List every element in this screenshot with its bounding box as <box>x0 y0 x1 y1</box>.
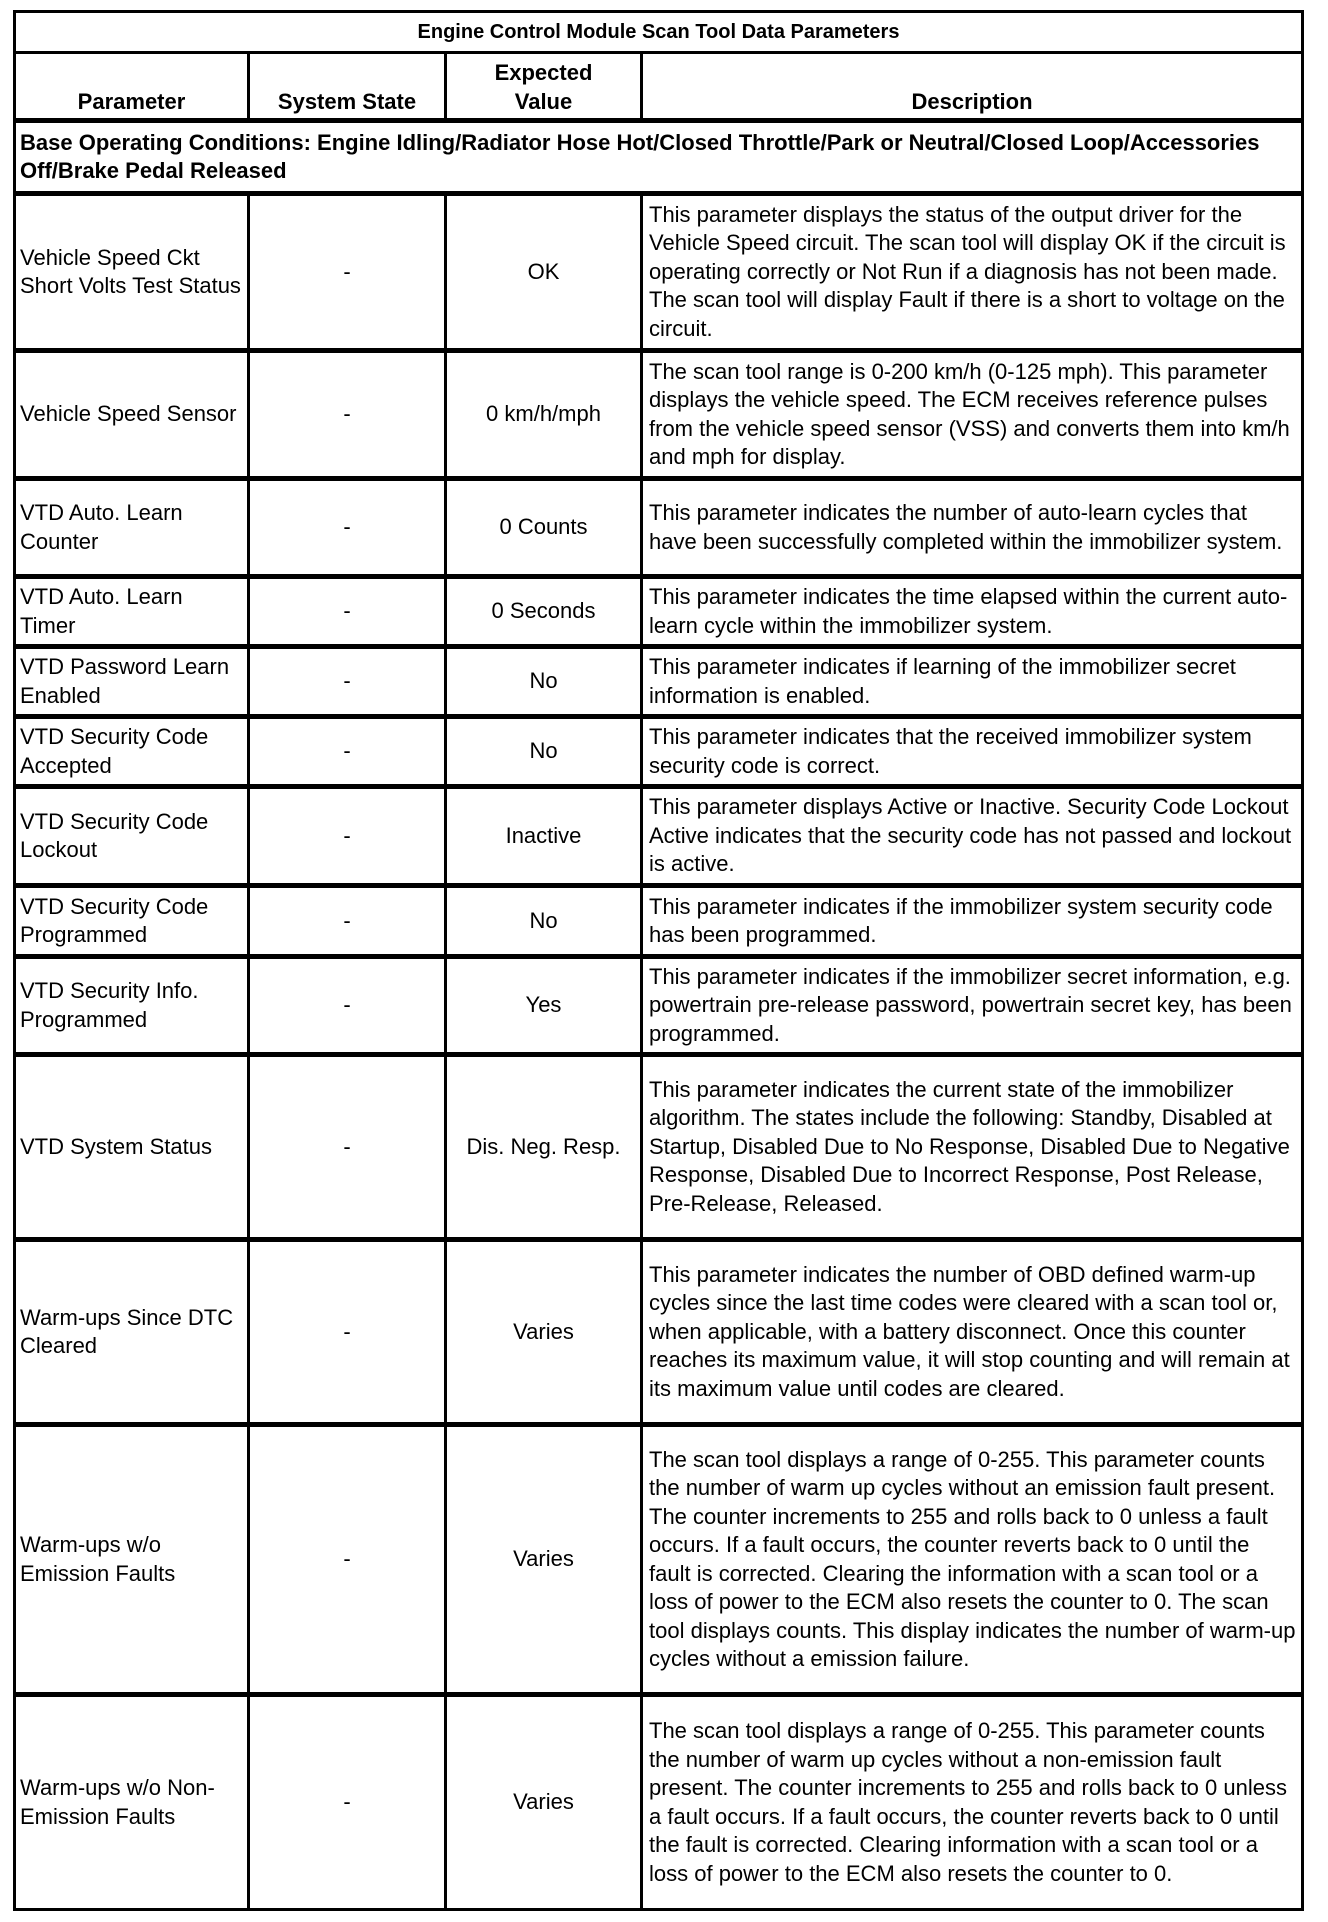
table-row <box>15 717 1303 787</box>
expected-value-cell: OK <box>446 194 642 351</box>
table-row <box>15 1425 1303 1695</box>
system-state-cell: - <box>249 1055 446 1240</box>
header-description: Description <box>642 53 1303 121</box>
parameter-cell: VTD Security Code Accepted <box>15 717 249 787</box>
parameter-cell: VTD Security Code Programmed <box>15 886 249 957</box>
expected-value-cell: No <box>446 886 642 957</box>
expected-value-cell: No <box>446 647 642 717</box>
parameter-cell: VTD Password Learn Enabled <box>15 647 249 717</box>
table-row <box>15 647 1303 717</box>
parameter-cell: VTD Auto. Learn Timer <box>15 577 249 647</box>
parameter-cell: VTD System Status <box>15 1055 249 1240</box>
description-cell: The scan tool displays a range of 0-255. This parameter counts the number of warm up cycles without an emission fault present. The counter increments to 255 and rolls back to 0 unless a fault occurs. If a fault occurs, the counter reverts back to 0 until the fault is corrected. Clearing the information with a scan tool or a loss of power to the ECM also resets the counter to 0. The scan tool displays counts. This display indicates the number of warm-up cycles without a emission failure. <box>642 1425 1303 1695</box>
table-title: Engine Control Module Scan Tool Data Parameters <box>15 12 1303 53</box>
description-cell: This parameter indicates if the immobilizer secret information, e.g. powertrain pre-release password, powertrain secret key, has been programmed. <box>642 957 1303 1055</box>
table-row <box>15 479 1303 577</box>
table-row <box>15 1055 1303 1240</box>
parameter-cell: Vehicle Speed Sensor <box>15 351 249 479</box>
description-cell: This parameter indicates if the immobilizer system security code has been programmed. <box>642 886 1303 957</box>
parameter-cell: Vehicle Speed Ckt Short Volts Test Status <box>15 194 249 351</box>
parameter-cell: Warm-ups w/o Emission Faults <box>15 1425 249 1695</box>
description-cell: This parameter displays the status of the output driver for the Vehicle Speed circuit. The scan tool will display OK if the circuit is operating correctly or Not Run if a diagnosis has not been made. The scan tool will display Fault if there is a short to voltage on the circuit. <box>642 194 1303 351</box>
expected-value-cell: Varies <box>446 1695 642 1910</box>
expected-value-cell: Varies <box>446 1425 642 1695</box>
parameter-cell: Warm-ups w/o Non-Emission Faults <box>15 1695 249 1910</box>
parameter-cell: VTD Security Info. Programmed <box>15 957 249 1055</box>
expected-value-cell: Inactive <box>446 787 642 886</box>
expected-value-cell: 0 km/h/mph <box>446 351 642 479</box>
title-row <box>15 12 1303 53</box>
system-state-cell: - <box>249 886 446 957</box>
expected-value-cell: Dis. Neg. Resp. <box>446 1055 642 1240</box>
description-cell: This parameter indicates that the received immobilizer system security code is correct. <box>642 717 1303 787</box>
description-cell: The scan tool displays a range of 0-255. This parameter counts the number of warm up cycles without a non-emission fault present. The counter increments to 255 and rolls back to 0 unless a fault occurs. If a fault occurs, the counter reverts back to 0 until the fault is corrected. Clearing information with a scan tool or a loss of power to the ECM also resets the counter to 0. <box>642 1695 1303 1910</box>
base-conditions-row <box>15 121 1303 194</box>
table-row <box>15 1240 1303 1425</box>
system-state-cell: - <box>249 1425 446 1695</box>
table-row <box>15 577 1303 647</box>
system-state-cell: - <box>249 577 446 647</box>
expected-value-cell: Yes <box>446 957 642 1055</box>
table-row <box>15 787 1303 886</box>
header-row <box>15 53 1303 121</box>
header-system-state: System State <box>249 53 446 121</box>
description-cell: This parameter indicates the number of auto-learn cycles that have been successfully completed within the immobilizer system. <box>642 479 1303 577</box>
table-row <box>15 351 1303 479</box>
description-cell: This parameter indicates if learning of the immobilizer secret information is enabled. <box>642 647 1303 717</box>
base-conditions: Base Operating Conditions: Engine Idling/Radiator Hose Hot/Closed Throttle/Park or Neutral/Closed Loop/Accessories Off/Brake Pedal Released <box>15 121 1303 194</box>
system-state-cell: - <box>249 957 446 1055</box>
system-state-cell: - <box>249 787 446 886</box>
system-state-cell: - <box>249 1240 446 1425</box>
description-cell: The scan tool range is 0-200 km/h (0-125 mph). This parameter displays the vehicle speed. The ECM receives reference pulses from the vehicle speed sensor (VSS) and converts them into km/h and mph for display. <box>642 351 1303 479</box>
table-row <box>15 1695 1303 1910</box>
system-state-cell: - <box>249 479 446 577</box>
expected-value-cell: Varies <box>446 1240 642 1425</box>
description-cell: This parameter indicates the time elapsed within the current auto-learn cycle within the immobilizer system. <box>642 577 1303 647</box>
expected-value-cell: No <box>446 717 642 787</box>
system-state-cell: - <box>249 194 446 351</box>
table-row <box>15 194 1303 351</box>
system-state-cell: - <box>249 647 446 717</box>
description-cell: This parameter indicates the current state of the immobilizer algorithm. The states include the following: Standby, Disabled at Startup, Disabled Due to No Response, Disabled Due to Negative Response, Disabled Due to Incorrect Response, Post Release, Pre-Release, Released. <box>642 1055 1303 1240</box>
description-cell: This parameter displays Active or Inactive. Security Code Lockout Active indicates that the security code has not passed and lockout is active. <box>642 787 1303 886</box>
expected-value-cell: 0 Counts <box>446 479 642 577</box>
parameter-cell: VTD Auto. Learn Counter <box>15 479 249 577</box>
header-parameter: Parameter <box>15 53 249 121</box>
expected-value-cell: 0 Seconds <box>446 577 642 647</box>
header-expected-value: Expected Value <box>446 53 642 121</box>
table-row <box>15 957 1303 1055</box>
description-cell: This parameter indicates the number of OBD defined warm-up cycles since the last time codes were cleared with a scan tool or, when applicable, with a battery disconnect. Once this counter reaches its maximum value, it will stop counting and will remain at its maximum value until codes are cleared. <box>642 1240 1303 1425</box>
system-state-cell: - <box>249 351 446 479</box>
system-state-cell: - <box>249 1695 446 1910</box>
parameter-cell: Warm-ups Since DTC Cleared <box>15 1240 249 1425</box>
parameter-cell: VTD Security Code Lockout <box>15 787 249 886</box>
scan-tool-data-table <box>13 10 1304 1911</box>
table-row <box>15 886 1303 957</box>
system-state-cell: - <box>249 717 446 787</box>
